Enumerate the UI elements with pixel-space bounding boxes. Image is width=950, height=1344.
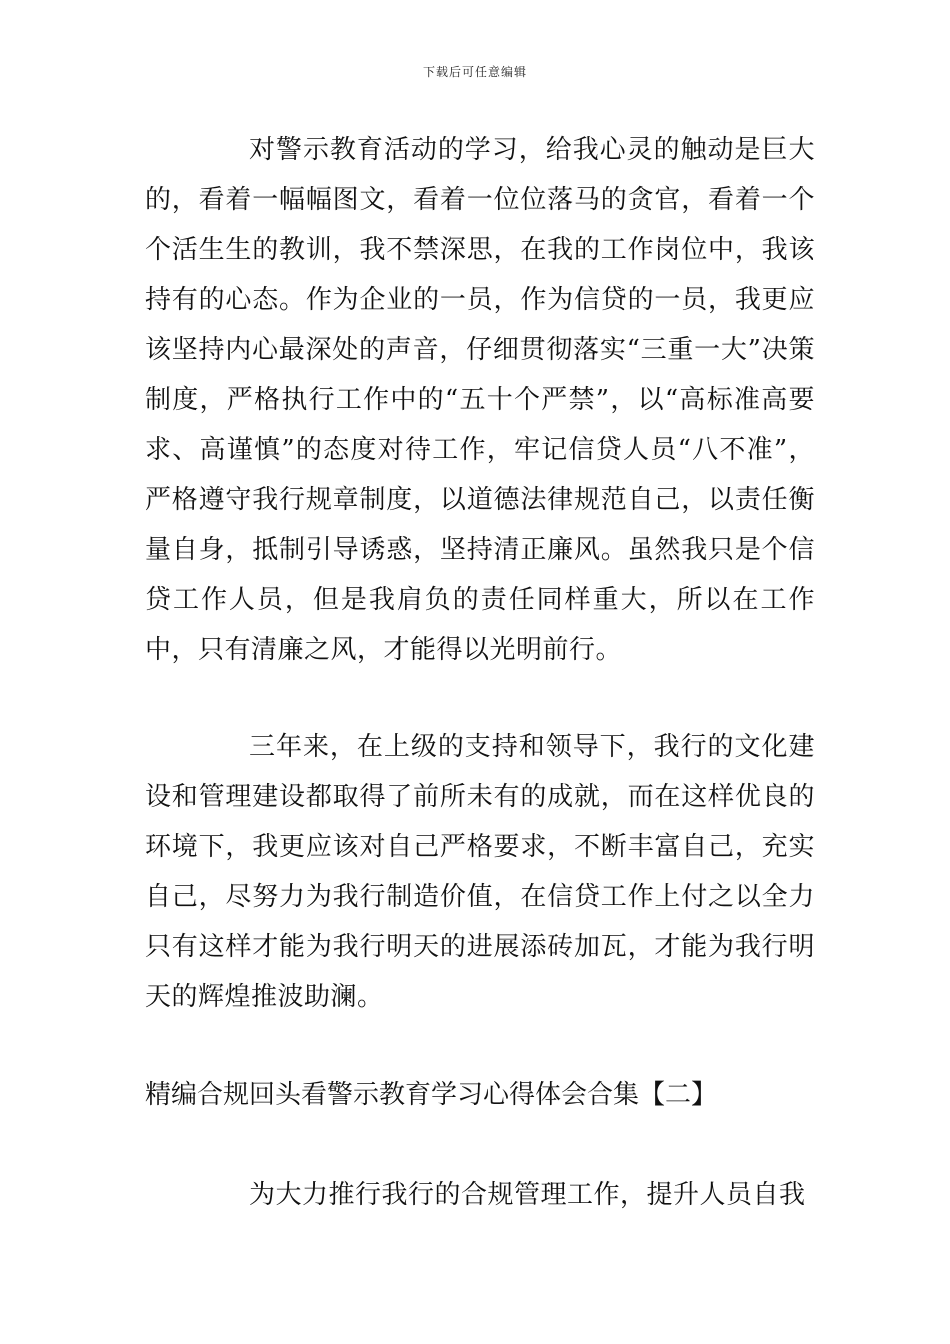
- paragraph-2: 三年来，在上级的支持和领导下，我行的文化建设和管理建设都取得了前所未有的成就，而在这样优良的环境下，我更应该对自己严格要求，不断丰富自己，充实自己，尽努力为我行制造价值，在信贷工作上付之以全力只有这样才能为我行明天的进展添砖加瓦，才能为我行明天的辉煌推波助澜。: [145, 732, 815, 1012]
- section-heading: 精编合规回头看警示教育学习心得体会合集【二】: [145, 1080, 718, 1110]
- paragraph-3: 为大力推行我行的合规管理工作，提升人员自我: [249, 1180, 806, 1210]
- paragraph-1: 对警示教育活动的学习，给我心灵的触动是巨大的，看着一幅幅图文，看着一位位落马的贪官，看着一个个活生生的教训，我不禁深思，在我的工作岗位中，我该持有的心态。作为企业的一员，作为信贷的一员，我更应该坚持内心最深处的声音，仔细贯彻落实“三重一大”决策制度，严格执行工作中的“五十个严禁”，以“高标准高要求、高谨慎”的态度对待工作，牢记信贷人员“八不准”，严格遵守我行规章制度，以道德法律规范自己，以责任衡量自身，抵制引导诱惑，坚持清正廉风。虽然我只是个信贷工作人员，但是我肩负的责任同样重大，所以在工作中，只有清廉之风，才能得以光明前行。: [145, 135, 815, 665]
- page-header-note: 下载后可任意编辑: [422, 65, 527, 79]
